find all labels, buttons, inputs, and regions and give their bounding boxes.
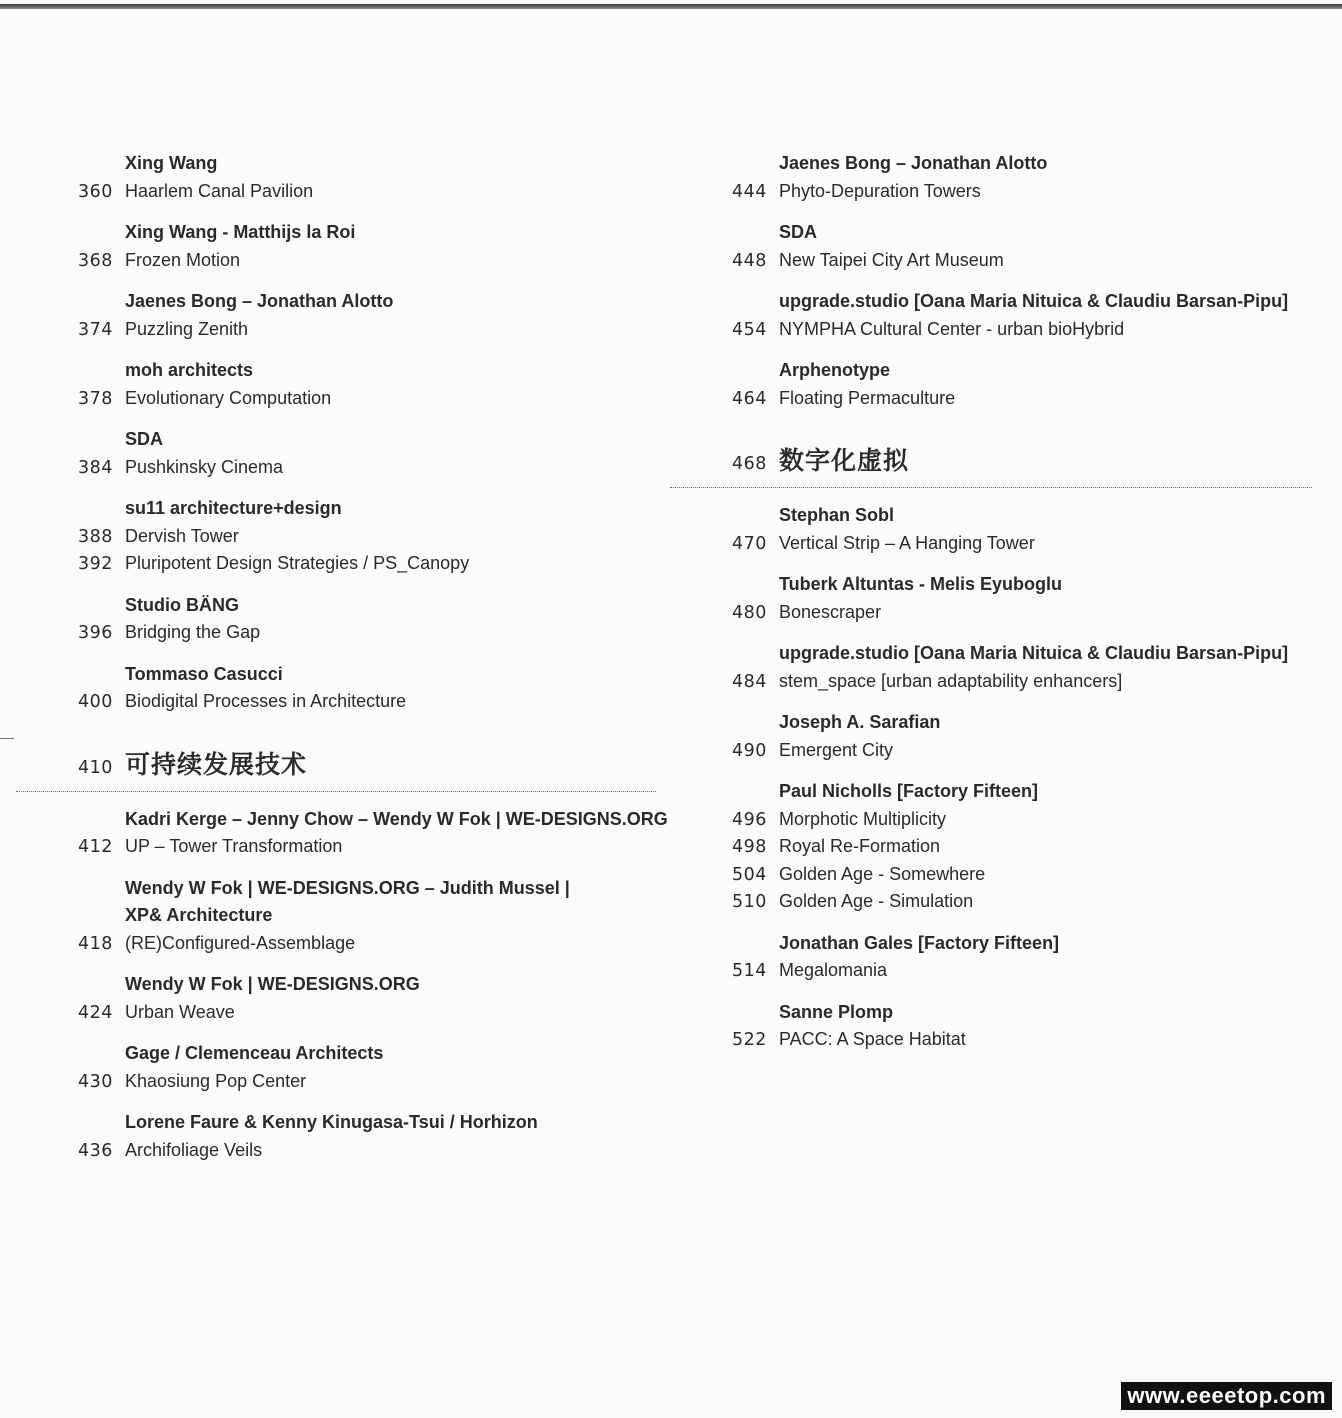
toc-entry[interactable]: [78, 178, 658, 206]
page-number: 496: [732, 809, 767, 830]
toc-group: [78, 592, 658, 647]
author-row: [78, 592, 658, 620]
toc-group: [78, 495, 658, 578]
author-name: Kadri Kerge – Jenny Chow – Wendy W Fok | WE-DESIGNS.ORG: [125, 808, 668, 829]
author-row: [732, 288, 1312, 316]
section-heading: [78, 746, 658, 806]
author-row: [78, 971, 658, 999]
toc-entry[interactable]: [732, 833, 1312, 861]
toc-group: [732, 778, 1312, 916]
toc-group: [732, 930, 1312, 985]
author-name: upgrade.studio [Oana Maria Nituica & Claudiu Barsan-Pipu]: [779, 643, 1289, 663]
author-row: [78, 426, 658, 454]
page-number: 464: [732, 388, 767, 409]
page-number: 360: [78, 181, 113, 202]
section-page-number: 410: [78, 757, 113, 778]
page-number: 448: [732, 250, 767, 271]
entry-title: Floating Permaculture: [779, 387, 956, 408]
author-name: su11 architecture+design: [125, 498, 342, 518]
author-name: upgrade.studio [Oana Maria Nituica & Claudiu Barsan-Pipu]: [779, 291, 1289, 311]
toc-group: [732, 571, 1312, 626]
page-number: 430: [78, 1071, 113, 1092]
section-divider: [16, 791, 656, 792]
entry-title: Royal Re-Formation: [779, 836, 941, 856]
entry-title: Golden Age - Somewhere: [779, 863, 986, 884]
author-name: Jaenes Bong – Jonathan Alotto: [125, 291, 394, 311]
toc-entry[interactable]: [78, 523, 658, 551]
author-name: Arphenotype: [779, 360, 891, 380]
toc-entry[interactable]: [78, 316, 658, 344]
author-name: Xing Wang: [125, 153, 218, 173]
toc-entry[interactable]: [78, 247, 658, 275]
entry-title: Pushkinsky Cinema: [125, 456, 284, 477]
page-number: 504: [732, 864, 767, 885]
toc-entry[interactable]: [78, 454, 658, 482]
toc-entry[interactable]: [78, 385, 658, 413]
author-row: [732, 571, 1312, 599]
page-number: 484: [732, 671, 767, 692]
toc-group: [732, 357, 1312, 412]
author-row: [732, 999, 1312, 1027]
page-number: 384: [78, 457, 113, 478]
author-name: Paul Nicholls [Factory Fifteen]: [779, 781, 1039, 801]
section-heading: [732, 442, 1312, 502]
toc-entry[interactable]: [78, 930, 658, 958]
entry-title: NYMPHA Cultural Center - urban bioHybrid: [779, 318, 1125, 339]
toc-entry[interactable]: [732, 737, 1312, 765]
page-number: 514: [732, 961, 767, 981]
toc-group: [78, 1040, 658, 1095]
entry-title: New Taipei City Art Museum: [779, 249, 1004, 270]
page-number: 480: [732, 602, 767, 623]
author-row: [732, 709, 1312, 737]
author-name: SDA: [125, 429, 164, 449]
entry-title: Pluripotent Design Strategies / PS_Canopy: [125, 553, 470, 573]
author-name: Sanne Plomp: [779, 1001, 894, 1022]
top-border-rule: [0, 4, 1342, 9]
page-number: 400: [78, 692, 113, 712]
toc-column-left: [78, 150, 668, 1178]
page-number: 412: [78, 837, 113, 857]
entry-title: Urban Weave: [125, 1001, 235, 1022]
author-row: [78, 219, 658, 247]
section-title: 可持续发展技术: [125, 749, 308, 779]
entry-title: PACC: A Space Habitat: [779, 1029, 966, 1049]
author-name: Jonathan Gales [Factory Fifteen]: [779, 932, 1060, 953]
author-name: Joseph A. Sarafian: [779, 712, 941, 732]
author-row: [78, 1109, 658, 1137]
toc-entry[interactable]: [732, 178, 1312, 206]
author-name: Wendy W Fok | WE-DESIGNS.ORG – Judith Mussel |: [125, 877, 570, 898]
author-row: [78, 1040, 658, 1068]
page-number: 510: [732, 892, 767, 912]
page-number: 498: [732, 837, 767, 857]
entry-title: Golden Age - Simulation: [779, 891, 974, 911]
toc-group: [78, 426, 658, 481]
toc-entry[interactable]: [78, 1137, 658, 1165]
toc-entry[interactable]: [732, 316, 1312, 344]
page-number: 368: [78, 250, 113, 271]
author-row: [78, 661, 658, 689]
author-row: [732, 640, 1312, 668]
toc-entry[interactable]: [732, 247, 1312, 275]
section-page-number: 468: [732, 454, 767, 474]
page-number: 470: [732, 533, 767, 554]
toc-entry[interactable]: [732, 1026, 1312, 1054]
page-number: 444: [732, 181, 767, 202]
toc-group: [78, 806, 668, 861]
author-name: moh architects: [125, 360, 254, 380]
toc-group: [78, 1109, 658, 1164]
page-number: 418: [78, 933, 113, 954]
page-number: 396: [78, 623, 113, 643]
author-row: [78, 902, 658, 930]
page-number: 436: [78, 1140, 113, 1161]
toc-group: [78, 875, 658, 958]
page-number: 424: [78, 1002, 113, 1023]
author-name: Gage / Clemenceau Architects: [125, 1043, 384, 1063]
author-row: [78, 288, 658, 316]
entry-title: Evolutionary Computation: [125, 387, 332, 408]
author-name: XP& Architecture: [125, 905, 273, 925]
author-name: Tommaso Casucci: [125, 663, 283, 684]
entry-title: Emergent City: [779, 739, 894, 760]
toc-group: [732, 502, 1312, 557]
toc-entry[interactable]: [732, 599, 1312, 627]
entry-title: UP – Tower Transformation: [125, 836, 343, 856]
toc-group: [732, 219, 1312, 274]
page-number: 392: [78, 554, 113, 574]
toc-group: [732, 150, 1312, 205]
page-number: 378: [78, 388, 113, 409]
author-row: [78, 875, 658, 903]
entry-title: Archifoliage Veils: [125, 1139, 263, 1160]
entry-title: Morphotic Multiplicity: [779, 808, 947, 829]
toc-group: [78, 357, 658, 412]
author-name: SDA: [779, 222, 818, 242]
entry-title: Bridging the Gap: [125, 622, 261, 642]
author-name: Stephan Sobl: [779, 505, 895, 525]
entry-title: Khaosiung Pop Center: [125, 1070, 307, 1091]
entry-title: Megalomania: [779, 960, 888, 980]
entry-title: stem_space [urban adaptability enhancers]: [779, 670, 1123, 691]
author-name: Lorene Faure & Kenny Kinugasa-Tsui / Horhizon: [125, 1112, 538, 1132]
author-row: [78, 495, 658, 523]
toc-group: [78, 971, 658, 1026]
toc-group: [78, 661, 658, 716]
author-row: [732, 150, 1312, 178]
toc-group: [78, 288, 658, 343]
author-name: Studio BÄNG: [125, 594, 239, 615]
section-head-row[interactable]: [78, 746, 658, 784]
toc-group: [78, 219, 658, 274]
page-number: 490: [732, 740, 767, 761]
toc-entry[interactable]: [78, 550, 658, 578]
author-name: Jaenes Bong – Jonathan Alotto: [779, 153, 1048, 173]
toc-group: [78, 150, 658, 205]
page-number: 388: [78, 526, 113, 547]
toc-entry[interactable]: [732, 861, 1312, 889]
toc-group: [732, 709, 1312, 764]
toc-entry[interactable]: [732, 806, 1312, 834]
author-row: [732, 930, 1312, 958]
entry-title: Bonescraper: [779, 601, 882, 622]
section-title: 数字化虚拟: [779, 446, 910, 475]
entry-title: Puzzling Zenith: [125, 318, 249, 339]
entry-title: Vertical Strip – A Hanging Tower: [779, 532, 1035, 553]
toc-entry[interactable]: [732, 957, 1312, 985]
toc-entry[interactable]: [78, 999, 658, 1027]
author-row: [732, 778, 1312, 806]
entry-title: Phyto-Depuration Towers: [779, 180, 981, 201]
author-row: [78, 150, 658, 178]
entry-title: (RE)Configured-Assemblage: [125, 932, 356, 953]
toc-group: [732, 288, 1312, 343]
page-number: 374: [78, 319, 113, 340]
section-head-row[interactable]: [732, 442, 1312, 480]
toc-entry[interactable]: [78, 619, 658, 647]
author-name: Xing Wang - Matthijs la Roi: [125, 222, 356, 242]
entry-title: Biodigital Processes in Architecture: [125, 691, 407, 711]
author-row: [732, 502, 1312, 530]
toc-entry[interactable]: [732, 888, 1312, 916]
author-row: [78, 357, 658, 385]
edge-mark: [0, 738, 14, 739]
toc-column-right: [732, 150, 1312, 1068]
author-row: [732, 219, 1312, 247]
entry-title: Frozen Motion: [125, 249, 241, 270]
toc-entry[interactable]: [78, 688, 658, 716]
entry-title: Dervish Tower: [125, 525, 239, 546]
toc-entry[interactable]: [732, 668, 1312, 696]
watermark: www.eeeetop.com: [1121, 1382, 1332, 1410]
author-name: Tuberk Altuntas - Melis Eyuboglu: [779, 574, 1063, 594]
entry-title: Haarlem Canal Pavilion: [125, 180, 314, 201]
section-divider: [670, 487, 1312, 488]
toc-entry[interactable]: [732, 530, 1312, 558]
page-number: 454: [732, 319, 767, 340]
author-row: [78, 806, 668, 834]
toc-group: [732, 999, 1312, 1054]
toc-entry[interactable]: [78, 833, 658, 861]
toc-group: [732, 640, 1312, 695]
page-number: 522: [732, 1030, 767, 1050]
author-row: [732, 357, 1312, 385]
toc-entry[interactable]: [732, 385, 1312, 413]
author-name: Wendy W Fok | WE-DESIGNS.ORG: [125, 974, 420, 994]
toc-entry[interactable]: [78, 1068, 658, 1096]
